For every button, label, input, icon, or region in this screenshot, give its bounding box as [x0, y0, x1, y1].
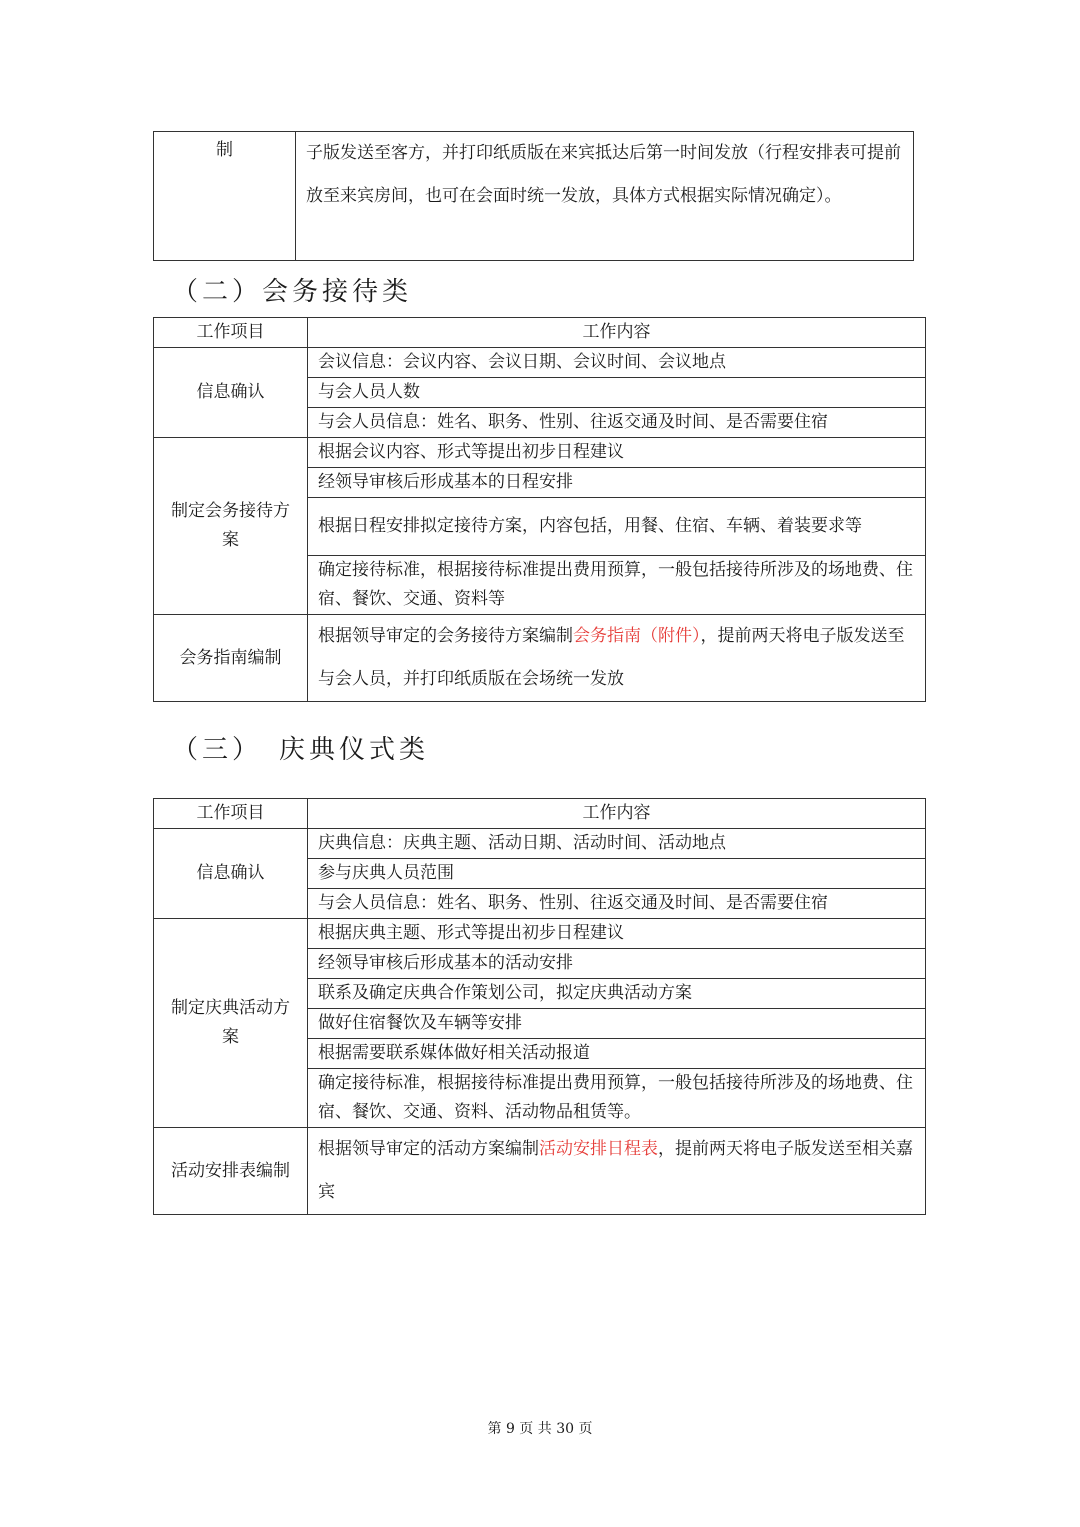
table-row: 经领导审核后形成基本的活动安排 [308, 949, 926, 979]
header-work-content: 工作内容 [308, 799, 926, 829]
group-label-meeting-guide: 会务指南编制 [154, 615, 308, 702]
table-row: 联系及确定庆典合作策划公司，拟定庆典活动方案 [308, 979, 926, 1009]
table-row: 根据会议内容、形式等提出初步日程建议 [308, 438, 926, 468]
table-row: 与会人员信息：姓名、职务、性别、往返交通及时间、是否需要住宿 [308, 889, 926, 919]
meeting-reception-table [153, 317, 926, 702]
table-row: 会议信息：会议内容、会议日期、会议时间、会议地点 [308, 348, 926, 378]
table-row: 参与庆典人员范围 [308, 859, 926, 889]
page-number: 第 9 页 共 30 页 [487, 1421, 593, 1437]
table-row: 做好住宿餐饮及车辆等安排 [308, 1009, 926, 1039]
table-row: 经领导审核后形成基本的日程安排 [308, 468, 926, 498]
table-row: 确定接待标准，根据接待标准提出费用预算，一般包括接待所涉及的场地费、住宿、餐饮、交通、资料、活动物品租赁等。 [308, 1069, 926, 1128]
section-heading-ceremony: （三） 庆典仪式类 [172, 735, 430, 765]
schedule-text-after: ，提前两天将电子版发送至相关嘉宾 [318, 1139, 913, 1202]
header-work-item: 工作项目 [154, 318, 308, 348]
guide-text-before: 根据领导审定的会务接待方案编制 [318, 626, 573, 646]
group-label-meeting-plan: 制定会务接待方案 [154, 438, 308, 615]
continuation-content-cell: 子版发送至客方，并打印纸质版在来宾抵达后第一时间发放（行程安排表可提前放至来宾房间，也可在会面时统一发放，具体方式根据实际情况确定）。 [296, 132, 914, 261]
meeting-guide-cell [308, 615, 926, 702]
table-row: 根据庆典主题、形式等提出初步日程建议 [308, 919, 926, 949]
guide-text-after: ，提前两天将电子版发送至与会人员，并打印纸质版在会场统一发放 [318, 626, 905, 689]
continuation-table [153, 131, 914, 261]
guide-highlight: 会务指南（附件） [573, 626, 701, 646]
ceremony-table [153, 798, 926, 1215]
schedule-cell [308, 1128, 926, 1215]
group-label-ceremony-plan: 制定庆典活动方案 [154, 919, 308, 1128]
group-label-schedule: 活动安排表编制 [154, 1128, 308, 1215]
schedule-text-before: 根据领导审定的活动方案编制 [318, 1139, 539, 1159]
continuation-item-cell: 制 [154, 132, 296, 261]
table-row: 根据日程安排拟定接待方案，内容包括，用餐、住宿、车辆、着装要求等 [308, 498, 926, 556]
header-work-content: 工作内容 [308, 318, 926, 348]
table-row: 与会人员信息：姓名、职务、性别、往返交通及时间、是否需要住宿 [308, 408, 926, 438]
table-row: 根据需要联系媒体做好相关活动报道 [308, 1039, 926, 1069]
header-work-item: 工作项目 [154, 799, 308, 829]
schedule-highlight: 活动安排日程表 [539, 1139, 658, 1159]
table-row: 庆典信息：庆典主题、活动日期、活动时间、活动地点 [308, 829, 926, 859]
group-label-info-confirm: 信息确认 [154, 348, 308, 438]
group-label-info-confirm: 信息确认 [154, 829, 308, 919]
table-row: 确定接待标准，根据接待标准提出费用预算，一般包括接待所涉及的场地费、住宿、餐饮、交通、资料等 [308, 556, 926, 615]
section-heading-meeting: （二）会务接待类 [172, 277, 413, 307]
table-row: 与会人员人数 [308, 378, 926, 408]
